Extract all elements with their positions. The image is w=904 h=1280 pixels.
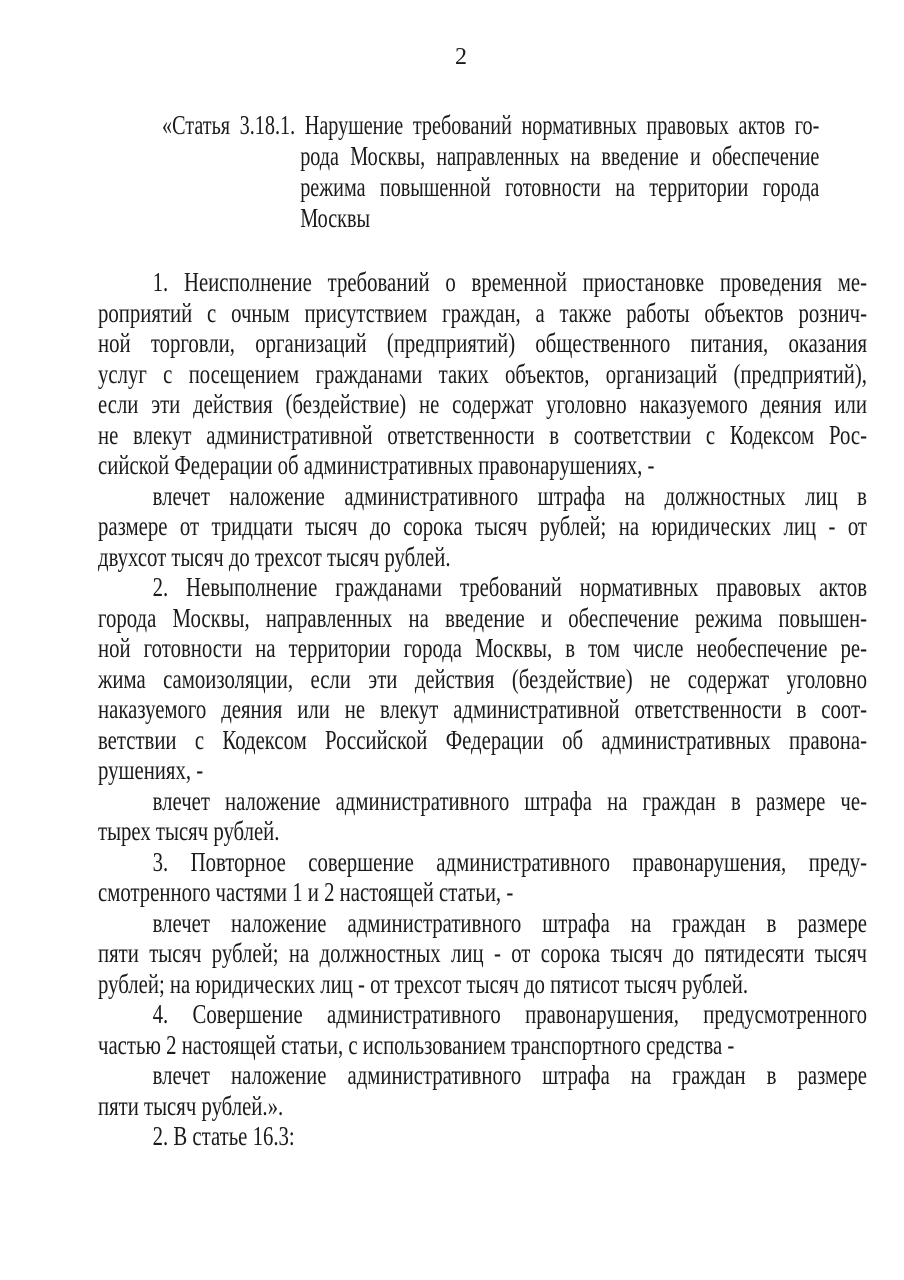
text-line: двухсот тысяч до трехсот тысяч рублей. [98,541,451,572]
paragraph [98,267,867,481]
text-line: пяти тысяч рублей; на должностных лиц - от сорока тысяч до пятидесяти тысяч [98,938,867,968]
text-line: наказуемого деяния или не влекут административной ответственности в соот- [98,694,867,724]
document-body-lines [98,267,867,1152]
page-number: 2 [455,44,467,70]
text-line: тырех тысяч рублей. [98,816,280,846]
heading-line: режима повышенной готовности на территории города [300,172,820,202]
text-line: услуг с посещением гражданами таких объектов, организаций (предприятий), [98,358,867,389]
text-line: влечет наложение административного штрафа на граждан в размере че- [152,785,867,816]
text-line: 2. В статье 16.3: [152,1121,295,1151]
article-heading-lines [162,110,819,234]
text-line: города Москвы, направленных на введение и обеспечение режима повышен- [98,602,867,633]
paragraph [98,1121,867,1152]
text-line: не влекут административной ответственности в соответствии с Кодексом Рос- [98,419,867,450]
heading-line: рода Москвы, направленных на введение и обеспечение [300,141,820,171]
text-line: сийской Федерации об административных правонарушениях, - [98,450,655,480]
paragraph [98,786,867,847]
document-body [98,267,867,1152]
text-line: размере от тридцати тысяч до сорока тысяч рублей; на юридических лиц - от [98,511,867,541]
text-line: влечет наложение административного штрафа на граждан в размере [152,907,867,938]
text-line: роприятий с очным присутствием граждан, а также работы объектов рознич- [98,297,867,328]
text-line: пяти тысяч рублей.». [98,1090,284,1121]
text-line: рублей; на юридических лиц - от трехсот тысяч до пятисот тысяч рублей. [98,968,749,999]
text-line: частью 2 настоящей статьи, с использованием транспортного средства - [98,1029,735,1060]
paragraph [98,908,867,1000]
text-line: рушениях, - [98,755,204,785]
heading-line: Москвы [300,203,371,233]
article-heading [162,110,819,234]
text-line: жима самоизоляции, если эти действия (бездействие) не содержат уголовно [98,663,867,694]
text-line: 3. Повторное совершение административного правонарушения, преду- [152,846,867,877]
paragraph [98,847,867,908]
text-line: влечет наложение административного штрафа на граждан в размере [152,1060,867,1090]
text-line: ветствии с Кодексом Российской Федерации об административных правона- [98,724,867,755]
text-line: если эти действия (бездействие) не содержат уголовно наказуемого деяния или [98,389,867,419]
text-line: влечет наложение административного штрафа на должностных лиц в [152,480,867,511]
paragraph [98,572,867,786]
heading-line: «Статья 3.18.1. Нарушение требований нормативных правовых актов го- [162,110,820,140]
paragraph [98,481,867,573]
text-line: ной готовности на территории города Москвы, в том числе необеспечение ре- [98,633,867,663]
text-line: 2. Невыполнение гражданами требований нормативных правовых актов [152,572,867,602]
paragraph [98,1060,867,1121]
text-line: смотренного частями 1 и 2 настоящей статьи, - [98,877,514,907]
text-line: 1. Неисполнение требований о временной приостановке проведения ме- [152,267,867,297]
paragraph [98,999,867,1060]
text-line: ной торговли, организаций (предприятий) общественного питания, оказания [98,328,867,358]
text-line: 4. Совершение административного правонарушения, предусмотренного [152,999,867,1029]
